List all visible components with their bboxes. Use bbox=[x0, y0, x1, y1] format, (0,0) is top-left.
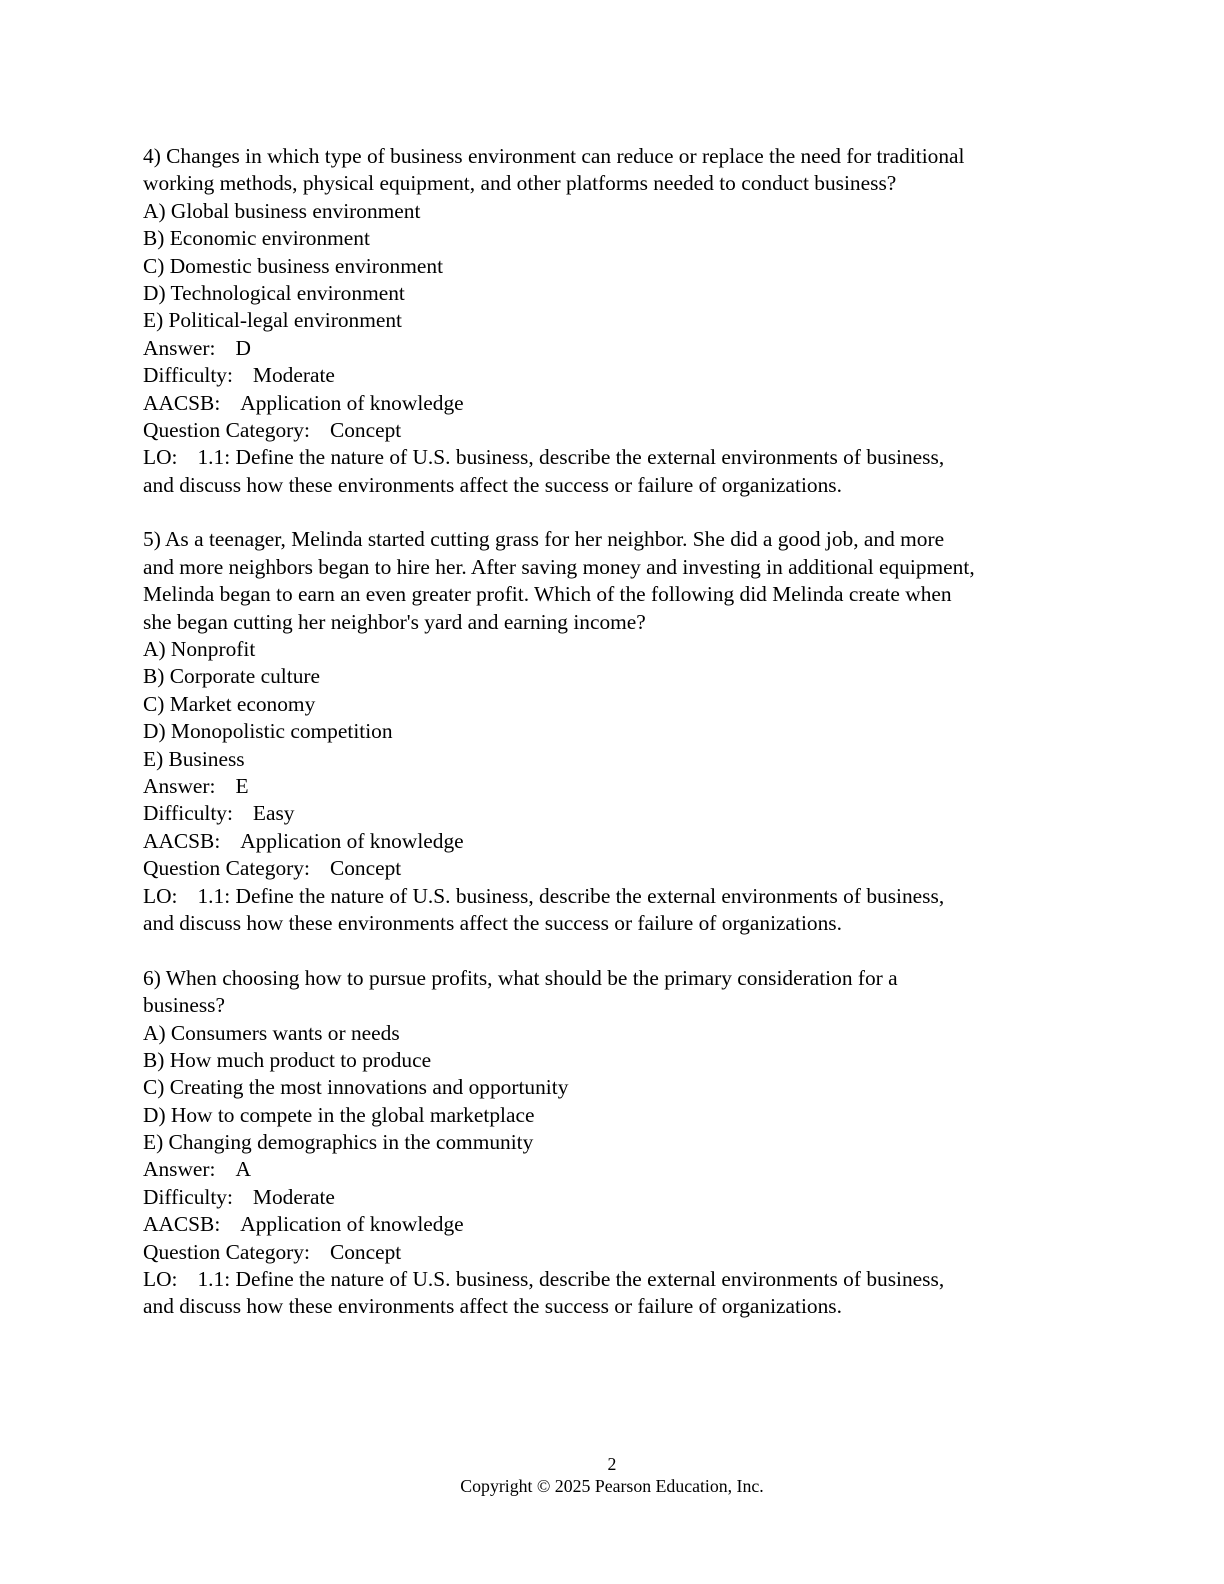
answer-value: D bbox=[235, 335, 251, 360]
question-stem: and more neighbors began to hire her. After saving money and investing in additional equipment, bbox=[143, 554, 975, 579]
category-value: Concept bbox=[329, 417, 402, 442]
answer-value: E bbox=[235, 773, 249, 798]
answer-label: Answer: bbox=[143, 335, 216, 360]
question-stem: 5) As a teenager, Melinda started cutting grass for her neighbor. She did a good job, and more bbox=[143, 527, 945, 552]
lo-continuation: and discuss how these environments affect the success or failure of organizations. bbox=[143, 1294, 842, 1319]
answer-value: A bbox=[235, 1157, 251, 1182]
option-c: C) Market economy bbox=[143, 691, 316, 716]
answer-label: Answer: bbox=[143, 1157, 216, 1182]
page-content bbox=[143, 143, 1083, 1348]
lo-value: 1.1: Define the nature of U.S. business, describe the external environments of business, bbox=[197, 1267, 945, 1292]
lo-row bbox=[143, 883, 1083, 910]
answer-label: Answer: bbox=[143, 773, 216, 798]
aacsb-label: AACSB: bbox=[143, 1212, 221, 1237]
option-d: D) Technological environment bbox=[143, 280, 405, 305]
question-5 bbox=[143, 526, 1083, 937]
option-d: D) Monopolistic competition bbox=[143, 719, 393, 744]
difficulty-row bbox=[143, 800, 1083, 827]
difficulty-value: Moderate bbox=[252, 1184, 335, 1209]
option-b: B) How much product to produce bbox=[143, 1047, 432, 1072]
category-row bbox=[143, 1239, 1083, 1266]
option-e: E) Political-legal environment bbox=[143, 308, 402, 333]
question-stem: Melinda began to earn an even greater profit. Which of the following did Melinda create when bbox=[143, 582, 952, 607]
option-a: A) Global business environment bbox=[143, 198, 421, 223]
aacsb-row bbox=[143, 390, 1083, 417]
aacsb-row bbox=[143, 1211, 1083, 1238]
option-d: D) How to compete in the global marketplace bbox=[143, 1102, 535, 1127]
option-a: A) Nonprofit bbox=[143, 637, 256, 662]
lo-label: LO: bbox=[143, 1267, 178, 1292]
question-stem: 6) When choosing how to pursue profits, what should be the primary consideration for a bbox=[143, 965, 898, 990]
difficulty-label: Difficulty: bbox=[143, 801, 233, 826]
question-6 bbox=[143, 965, 1083, 1321]
answer-row bbox=[143, 1156, 1083, 1183]
answer-row bbox=[143, 335, 1083, 362]
lo-label: LO: bbox=[143, 883, 178, 908]
difficulty-value: Easy bbox=[252, 801, 295, 826]
lo-value: 1.1: Define the nature of U.S. business, describe the external environments of business, bbox=[197, 445, 945, 470]
difficulty-row bbox=[143, 362, 1083, 389]
option-b: B) Economic environment bbox=[143, 226, 370, 251]
question-4 bbox=[143, 143, 1083, 499]
difficulty-label: Difficulty: bbox=[143, 1184, 233, 1209]
difficulty-label: Difficulty: bbox=[143, 363, 233, 388]
question-stem: working methods, physical equipment, and other platforms needed to conduct business? bbox=[143, 171, 897, 196]
lo-row bbox=[143, 1266, 1083, 1293]
option-a: A) Consumers wants or needs bbox=[143, 1020, 400, 1045]
lo-row bbox=[143, 444, 1083, 471]
question-stem: 4) Changes in which type of business environment can reduce or replace the need for traditional bbox=[143, 144, 965, 168]
lo-continuation: and discuss how these environments affect the success or failure of organizations. bbox=[143, 910, 842, 935]
aacsb-label: AACSB: bbox=[143, 390, 221, 415]
option-c: C) Domestic business environment bbox=[143, 253, 444, 278]
aacsb-value: Application of knowledge bbox=[240, 828, 464, 853]
option-c: C) Creating the most innovations and opportunity bbox=[143, 1075, 569, 1100]
category-value: Concept bbox=[329, 856, 402, 881]
lo-continuation: and discuss how these environments affect the success or failure of organizations. bbox=[143, 472, 842, 497]
answer-row bbox=[143, 773, 1083, 800]
aacsb-value: Application of knowledge bbox=[240, 390, 464, 415]
aacsb-value: Application of knowledge bbox=[240, 1212, 464, 1237]
category-label: Question Category: bbox=[143, 1239, 310, 1264]
category-row bbox=[143, 855, 1083, 882]
option-e: E) Business bbox=[143, 746, 245, 771]
category-label: Question Category: bbox=[143, 856, 310, 881]
aacsb-label: AACSB: bbox=[143, 828, 221, 853]
aacsb-row bbox=[143, 828, 1083, 855]
copyright-notice: Copyright © 2025 Pearson Education, Inc. bbox=[460, 1476, 764, 1496]
difficulty-row bbox=[143, 1184, 1083, 1211]
category-row bbox=[143, 417, 1083, 444]
question-stem: business? bbox=[143, 993, 225, 1018]
option-e: E) Changing demographics in the community bbox=[143, 1130, 534, 1155]
lo-value: 1.1: Define the nature of U.S. business, describe the external environments of business, bbox=[197, 883, 945, 908]
page-number: 2 bbox=[607, 1454, 617, 1474]
lo-label: LO: bbox=[143, 445, 178, 470]
question-stem: she began cutting her neighbor's yard and earning income? bbox=[143, 609, 646, 634]
category-value: Concept bbox=[329, 1239, 402, 1264]
category-label: Question Category: bbox=[143, 417, 310, 442]
difficulty-value: Moderate bbox=[252, 363, 335, 388]
option-b: B) Corporate culture bbox=[143, 664, 321, 689]
